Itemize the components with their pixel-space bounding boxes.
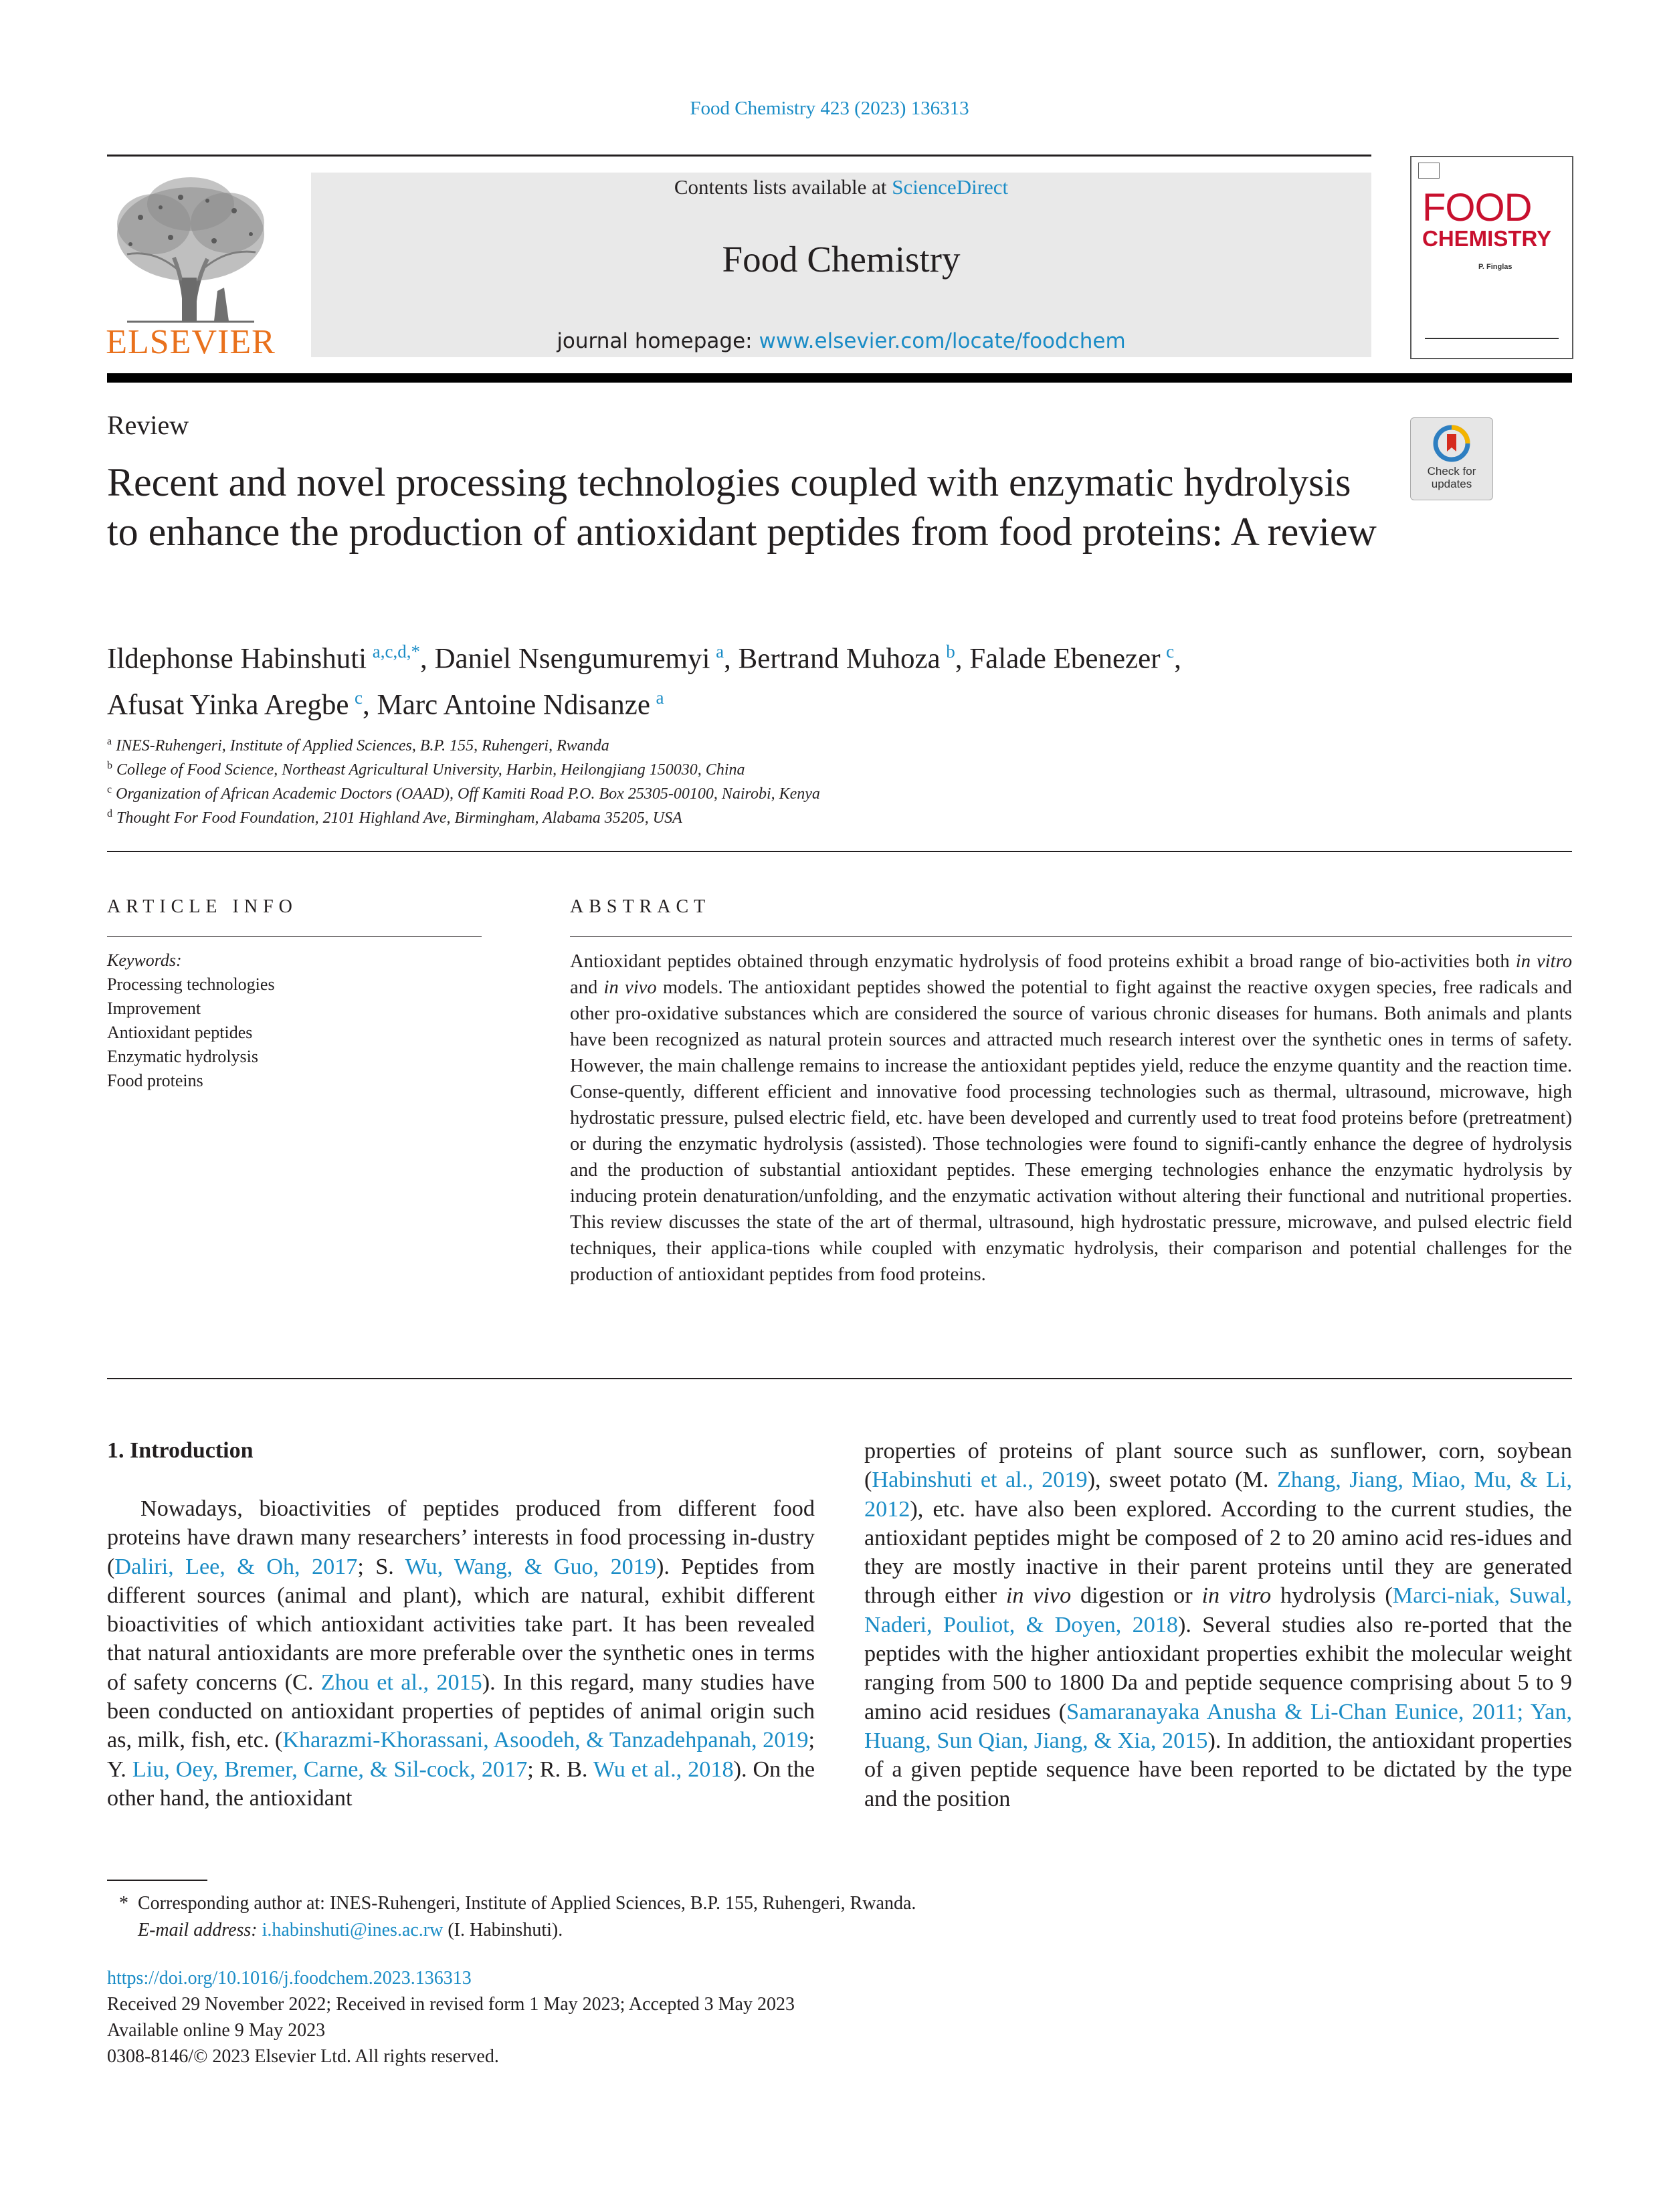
author-separator: ,: [955, 643, 970, 675]
author-separator: ,: [724, 643, 739, 675]
intro-left-column: Nowadays, bioactivities of peptides produced from different food proteins have drawn many researchers’ interests in food processing in-dustry (Daliri, Lee, & Oh, 2017; S. Wu, Wang, & Guo, 2019). Peptides from different sources (animal and plant), which are natural, exhibit different bioactivities of which antioxidant activities take part. It has been revealed that natural antioxidants are more preferable over the synthetic ones in terms of safety concerns (C. Zhou et al., 2015). In this regard, many studies have been conducted on antioxidant properties of peptides of animal origin such as, milk, fish, etc. (Kharazmi-Khorassani, Asoodeh, & Tanzadehpanah, 2019; Y. Liu, Oey, Bremer, Carne, & Sil-cock, 2017; R. B. Wu et al., 2018). On the other hand, the antioxidant: [107, 1496, 815, 1811]
corresponding-author-footnote: * Corresponding author at: INES-Ruhengeri, Institute of Applied Sciences, B.P. 155, Ruhengeri, Rwanda.: [119, 1893, 916, 1914]
check-updates-icon: [1433, 425, 1470, 462]
citation-link[interactable]: Marci-niak, Suwal, Naderi, Pouliot, & Doyen, 2018: [864, 1583, 1572, 1637]
citation-link[interactable]: Liu, Oey, Bremer, Carne, & Sil-cock, 2017: [132, 1756, 528, 1782]
citation-link[interactable]: Zhang, Jiang, Miao, Mu, & Li, 2012: [864, 1468, 1572, 1522]
doi-link[interactable]: https://doi.org/10.1016/j.foodchem.2023.136313: [107, 1968, 472, 1989]
copyright-line: 0308-8146/© 2023 Elsevier Ltd. All rights reserved.: [107, 2046, 499, 2067]
affiliation-marker[interactable]: c: [355, 688, 363, 708]
author-separator: ,: [363, 689, 377, 721]
check-for-updates-badge[interactable]: [1410, 417, 1493, 500]
abstract-rule: [570, 936, 1572, 937]
cover-editor: P. Finglas: [1478, 263, 1512, 271]
journal-homepage-link[interactable]: www.elsevier.com/locate/foodchem: [759, 329, 1126, 353]
cover-rule: [1425, 338, 1559, 339]
author-name[interactable]: Marc Antoine Ndisanze: [377, 689, 656, 721]
author-list: [107, 632, 1512, 725]
cover-title-chemistry: CHEMISTRY: [1422, 226, 1552, 251]
keywords-block: [107, 948, 482, 1093]
journal-citation-link[interactable]: Food Chemistry 423 (2023) 136313: [690, 98, 969, 119]
affiliation-d: $^d$ Thought For Food Foundation, 2101 Highland Ave, Birmingham, Alabama 35205, USA: [107, 808, 682, 827]
author-name[interactable]: Daniel Nsengumuremyi: [434, 643, 716, 675]
abstract-bottom-rule: [107, 1378, 1572, 1379]
affiliation-rule: [107, 851, 1572, 852]
citation-link[interactable]: Kharazmi-Khorassani, Asoodeh, & Tanzadehpanah, 2019: [282, 1728, 809, 1753]
affiliation-marker[interactable]: b: [946, 641, 955, 662]
abstract-text: Antioxidant peptides obtained through enzymatic hydrolysis of food proteins exhibit a broad range of bio-activities both in vitro and in vivo models. The antioxidant peptides showed the potential to fight against the reactive oxygen species, free radicals and other pro-oxidative substances which are considered the source of various chronic diseases for humans. Both animals and plants have been recognized as natural protein sources and attracted much research interest over the synthetic ones in terms of safety. However, the main challenge remains to increase the antioxidant peptides yield, reduce the enzyme quantity and the reaction time. Conse-quently, different efficient and innovative food processing technologies such as thermal, ultrasound, microwave, high hydrostatic pressure, pulsed electric field, etc. have been developed and currently used to treat food proteins before (pretreatment) or during the enzymatic hydrolysis (assisted). Those technologies were found to signifi-cantly enhance the degree of hydrolysis and the production of substantial antioxidant peptides. These emerging technologies enhance the enzymatic hydrolysis by inducing protein denaturation/unfolding, and the enzymatic activation without altering their functional and nutritional properties. This review discusses the state of the art of thermal, ultrasound, high hydrostatic pressure, microwave, and pulsed electric field techniques, their applica-tions while coupled with enzymatic hydrolysis, their comparison and potential challenges for the production of antioxidant peptides from food proteins.: [570, 951, 1573, 1285]
citation-link[interactable]: Daliri, Lee, & Oh, 2017: [114, 1554, 358, 1579]
citation-link[interactable]: Samaranayaka Anusha & Li-Chan Eunice, 2011; Yan, Huang, Sun Qian, Jiang, & Xia, 2015: [864, 1699, 1572, 1753]
affiliation-marker[interactable]: a: [716, 641, 724, 662]
keyword-item: Improvement: [107, 999, 201, 1018]
citation-link[interactable]: Wu et al., 2018: [593, 1756, 734, 1782]
author-separator: ,: [1174, 643, 1181, 675]
citation-link[interactable]: Habinshuti et al., 2019: [872, 1468, 1088, 1493]
affiliation-b: $^b$ College of Food Science, Northeast Agricultural University, Harbin, Heilongjiang 150030, China: [107, 760, 745, 779]
intro-right-column: properties of proteins of plant source such as sunflower, corn, soybean (Habinshuti et al., 2019), sweet potato (M. Zhang, Jiang, Miao, Mu, & Li, 2012), etc. have also been explored. According to the current studies, the antioxidant peptides might be composed of 2 to 20 amino acid res-idues and they are mostly inactive in their parent proteins until they are generated through either in vivo digestion or in vitro hydrolysis (Marci-niak, Suwal, Naderi, Pouliot, & Doyen, 2018). Several studies also re-ported that the peptides with the higher antioxidant properties exhibit the molecular weight ranging from 500 to 1800 Da and peptide sequence comprising about 5 to 9 amino acid residues (Samaranayaka Anusha & Li-Chan Eunice, 2011; Yan, Huang, Sun Qian, Jiang, & Xia, 2015). In addition, the antioxidant properties of a given peptide sequence have been reported to be dictated by the type and the position: [864, 1439, 1573, 1811]
article-type: Review: [107, 410, 189, 440]
homepage-line: [311, 329, 1371, 353]
homepage-prefix: journal homepage:: [557, 329, 759, 353]
email-footnote: E-mail address: i.habinshuti@ines.ac.rw (I. Habinshuti).: [138, 1920, 563, 1940]
cover-title-food: FOOD: [1422, 186, 1532, 229]
keyword-item: Enzymatic hydrolysis: [107, 1047, 259, 1066]
footnote-rule: [107, 1880, 207, 1881]
available-online: Available online 9 May 2023: [107, 2020, 326, 2041]
contents-prefix: Contents lists available at: [674, 175, 892, 199]
article-info-heading: ARTICLE INFO: [107, 896, 298, 917]
author-name[interactable]: Bertrand Muhoza: [738, 643, 947, 675]
keywords-label: Keywords:: [107, 950, 182, 970]
section-heading-introduction: 1. Introduction: [107, 1438, 254, 1463]
citation-link[interactable]: Zhou et al., 2015: [320, 1670, 482, 1695]
journal-cover-thumbnail[interactable]: [1410, 156, 1573, 359]
keyword-item: Food proteins: [107, 1071, 203, 1090]
affiliation-c: $^c$ Organization of African Academic Doctors (OAAD), Off Kamiti Road P.O. Box 25305-00100, Nairobi, Kenya: [107, 784, 820, 803]
top-rule: [107, 155, 1371, 157]
affiliation-marker[interactable]: c: [1166, 641, 1175, 662]
keyword-list: [107, 973, 482, 1093]
citation-link[interactable]: Wu, Wang, & Guo, 2019: [405, 1554, 656, 1579]
affiliation-marker[interactable]: a: [656, 688, 664, 708]
cover-logo-icon: [1418, 163, 1440, 179]
abstract-heading: ABSTRACT: [570, 896, 711, 917]
keyword-item: Processing technologies: [107, 975, 275, 994]
author-name[interactable]: Ildephonse Habinshuti: [107, 643, 373, 675]
keyword-item: Antioxidant peptides: [107, 1023, 253, 1042]
contents-line: [311, 175, 1371, 199]
masthead-journal-name: Food Chemistry: [722, 239, 961, 280]
article-info-rule: [107, 936, 482, 937]
author-name[interactable]: Falade Ebenezer: [969, 643, 1167, 675]
author-separator: ,: [419, 643, 435, 675]
history-dates: Received 29 November 2022; Received in revised form 1 May 2023; Accepted 3 May 2023: [107, 1994, 795, 2015]
check-updates-label: Check for updates: [1427, 465, 1476, 490]
sciencedirect-link[interactable]: ScienceDirect: [892, 175, 1009, 199]
article-title: Recent and novel processing technologies coupled with enzymatic hydrolysis to enhance the production of antioxidant peptides from food proteins: A review: [107, 460, 1377, 554]
author-name[interactable]: Afusat Yinka Aregbe: [107, 689, 355, 721]
masthead-thick-rule: [107, 373, 1572, 383]
author-email-link[interactable]: i.habinshuti@ines.ac.rw: [262, 1920, 444, 1940]
affiliation-marker[interactable]: a,c,d,*: [372, 641, 420, 662]
affiliation-a: $^a$ INES-Ruhengeri, Institute of Applied Sciences, B.P. 155, Ruhengeri, Rwanda: [107, 736, 609, 755]
elsevier-wordmark: ELSEVIER: [106, 323, 276, 361]
